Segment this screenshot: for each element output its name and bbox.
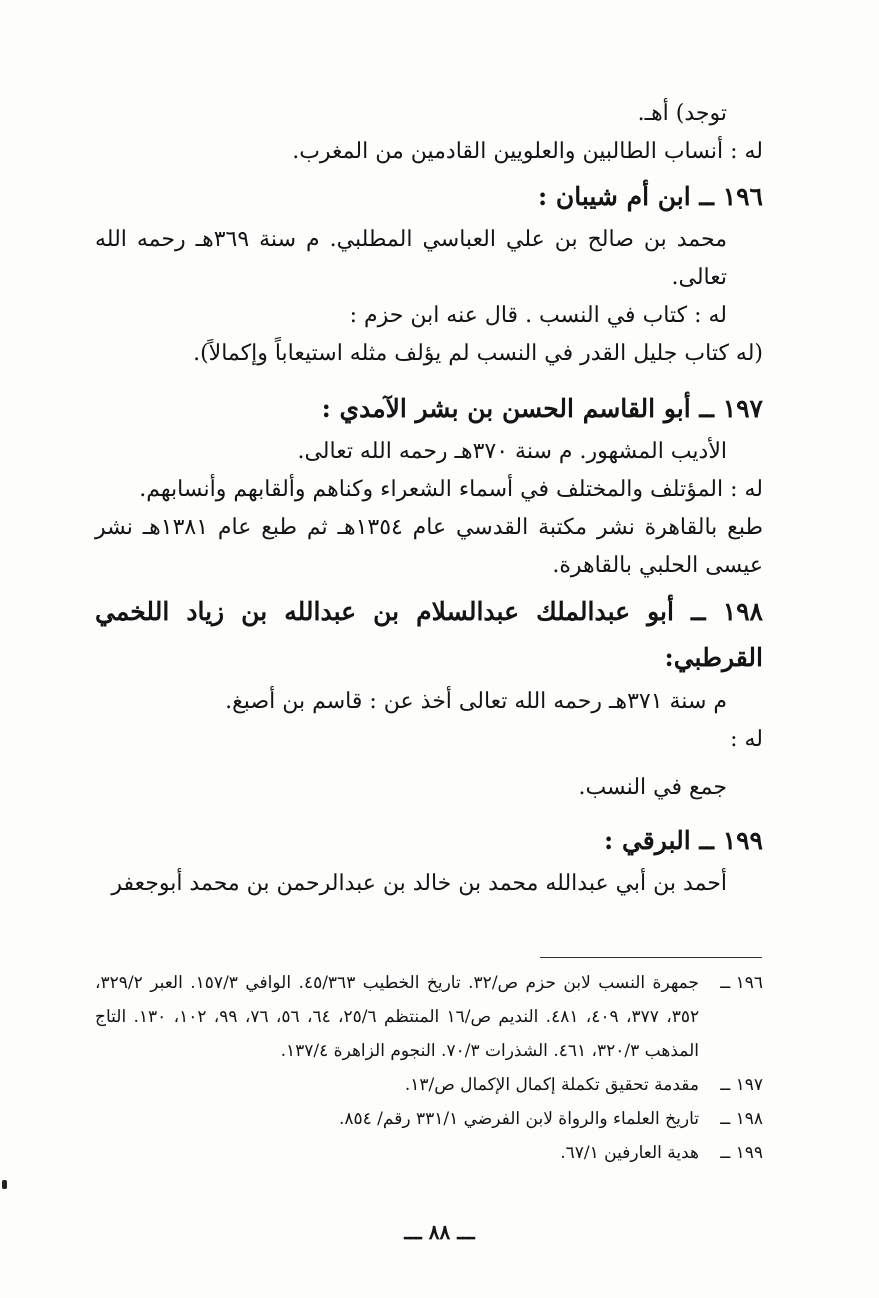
entry-heading: ١٩٩ ــ البرقي : <box>604 826 763 855</box>
footnote <box>95 1102 763 1136</box>
scan-mark <box>2 1180 7 1189</box>
entry-quote: (له كتاب جليل القدر في النسب لم يؤلف مثله استيعاباً وإكمالاً). <box>193 341 763 366</box>
entry-heading: ١٩٦ ــ ابن أم شيبان : <box>537 182 763 211</box>
footnote-text: جمهرة النسب لابن حزم ص/٣٢. تاريخ الخطيب ٤٥/٣٦٣. الوافي ١٥٧/٣. العبر ٣٢٩/٢، ٣٥٢، ٣٧٧، ٤٠٩، ٤٨١. النديم ص/١٦ المنتظم ٢٥/٦، ٦٤، ٥٦، ٧٦، ٩٩، ١٠٢، ١٣٠. التاج المذهب ٣٢٠/٣، ٤٦١. الشذرات ٧٠/٣. النجوم الزاهرة ١٣٧/٤. <box>95 973 700 1061</box>
entry-paragraph: أحمد بن أبي عبدالله محمد بن خالد بن عبدالرحمن بن محمد أبوجعفر <box>111 871 727 896</box>
footnote <box>95 1136 763 1170</box>
entry-works: له : <box>730 727 763 752</box>
footnote-text: مقدمة تحقيق تكملة إكمال الإكمال ص/١٣. <box>404 1075 699 1095</box>
footnote-number: ١٩٨ ــ <box>720 1109 763 1129</box>
page-number: ـــ ٨٨ ـــ <box>404 1220 475 1244</box>
entry-works: له : المؤتلف والمختلف في أسماء الشعراء وكناهم وألقابهم وأنسابهم. <box>139 477 763 502</box>
footnote-separator <box>540 957 762 958</box>
entry-paragraph: الأديب المشهور. م سنة ٣٧٠هـ رحمه الله تعالى. <box>297 439 727 464</box>
page-body <box>95 95 763 903</box>
entry-paragraph: محمد بن صالح بن علي العباسي المطلبي. م سنة ٣٦٩هـ رحمه الله تعالى. <box>95 227 728 290</box>
footnote-text: تاريخ العلماء والرواة لابن الفرضي ٣٣١/١ رقم/ ٨٥٤. <box>338 1109 699 1129</box>
entry-work-item: جمع في النسب. <box>578 775 727 800</box>
entry-works: له : كتاب في النسب . قال عنه ابن حزم : <box>349 303 727 328</box>
entry-paragraph: م سنة ٣٧١هـ رحمه الله تعالى أخذ عن : قاسم بن أصبغ. <box>225 689 727 714</box>
footnote-number: ١٩٩ ــ <box>720 1143 763 1163</box>
footnotes <box>95 966 763 1170</box>
footnote-text: هدية العارفين ٦٧/١. <box>560 1143 699 1163</box>
entry-heading: ١٩٧ ــ أبو القاسم الحسن بن بشر الآمدي : <box>321 394 763 423</box>
entry-print-info: طبع بالقاهرة نشر مكتبة القدسي عام ١٣٥٤هـ ثم طبع عام ١٣٨١هـ نشر عيسى الحلبي بالقاهرة. <box>95 515 763 578</box>
entry-heading: ١٩٨ ــ أبو عبدالملك عبدالسلام بن عبدالله بن زياد اللخمي القرطبي: <box>95 597 763 672</box>
text-line: له : أنساب الطالبين والعلويين القادمين من المغرب. <box>292 139 763 164</box>
footnote-number: ١٩٦ ــ <box>720 973 763 993</box>
text-line: توجد) أهـ. <box>637 101 727 126</box>
footnote-number: ١٩٧ ــ <box>720 1075 763 1095</box>
footnote <box>95 1068 763 1102</box>
footnote <box>95 966 763 1068</box>
